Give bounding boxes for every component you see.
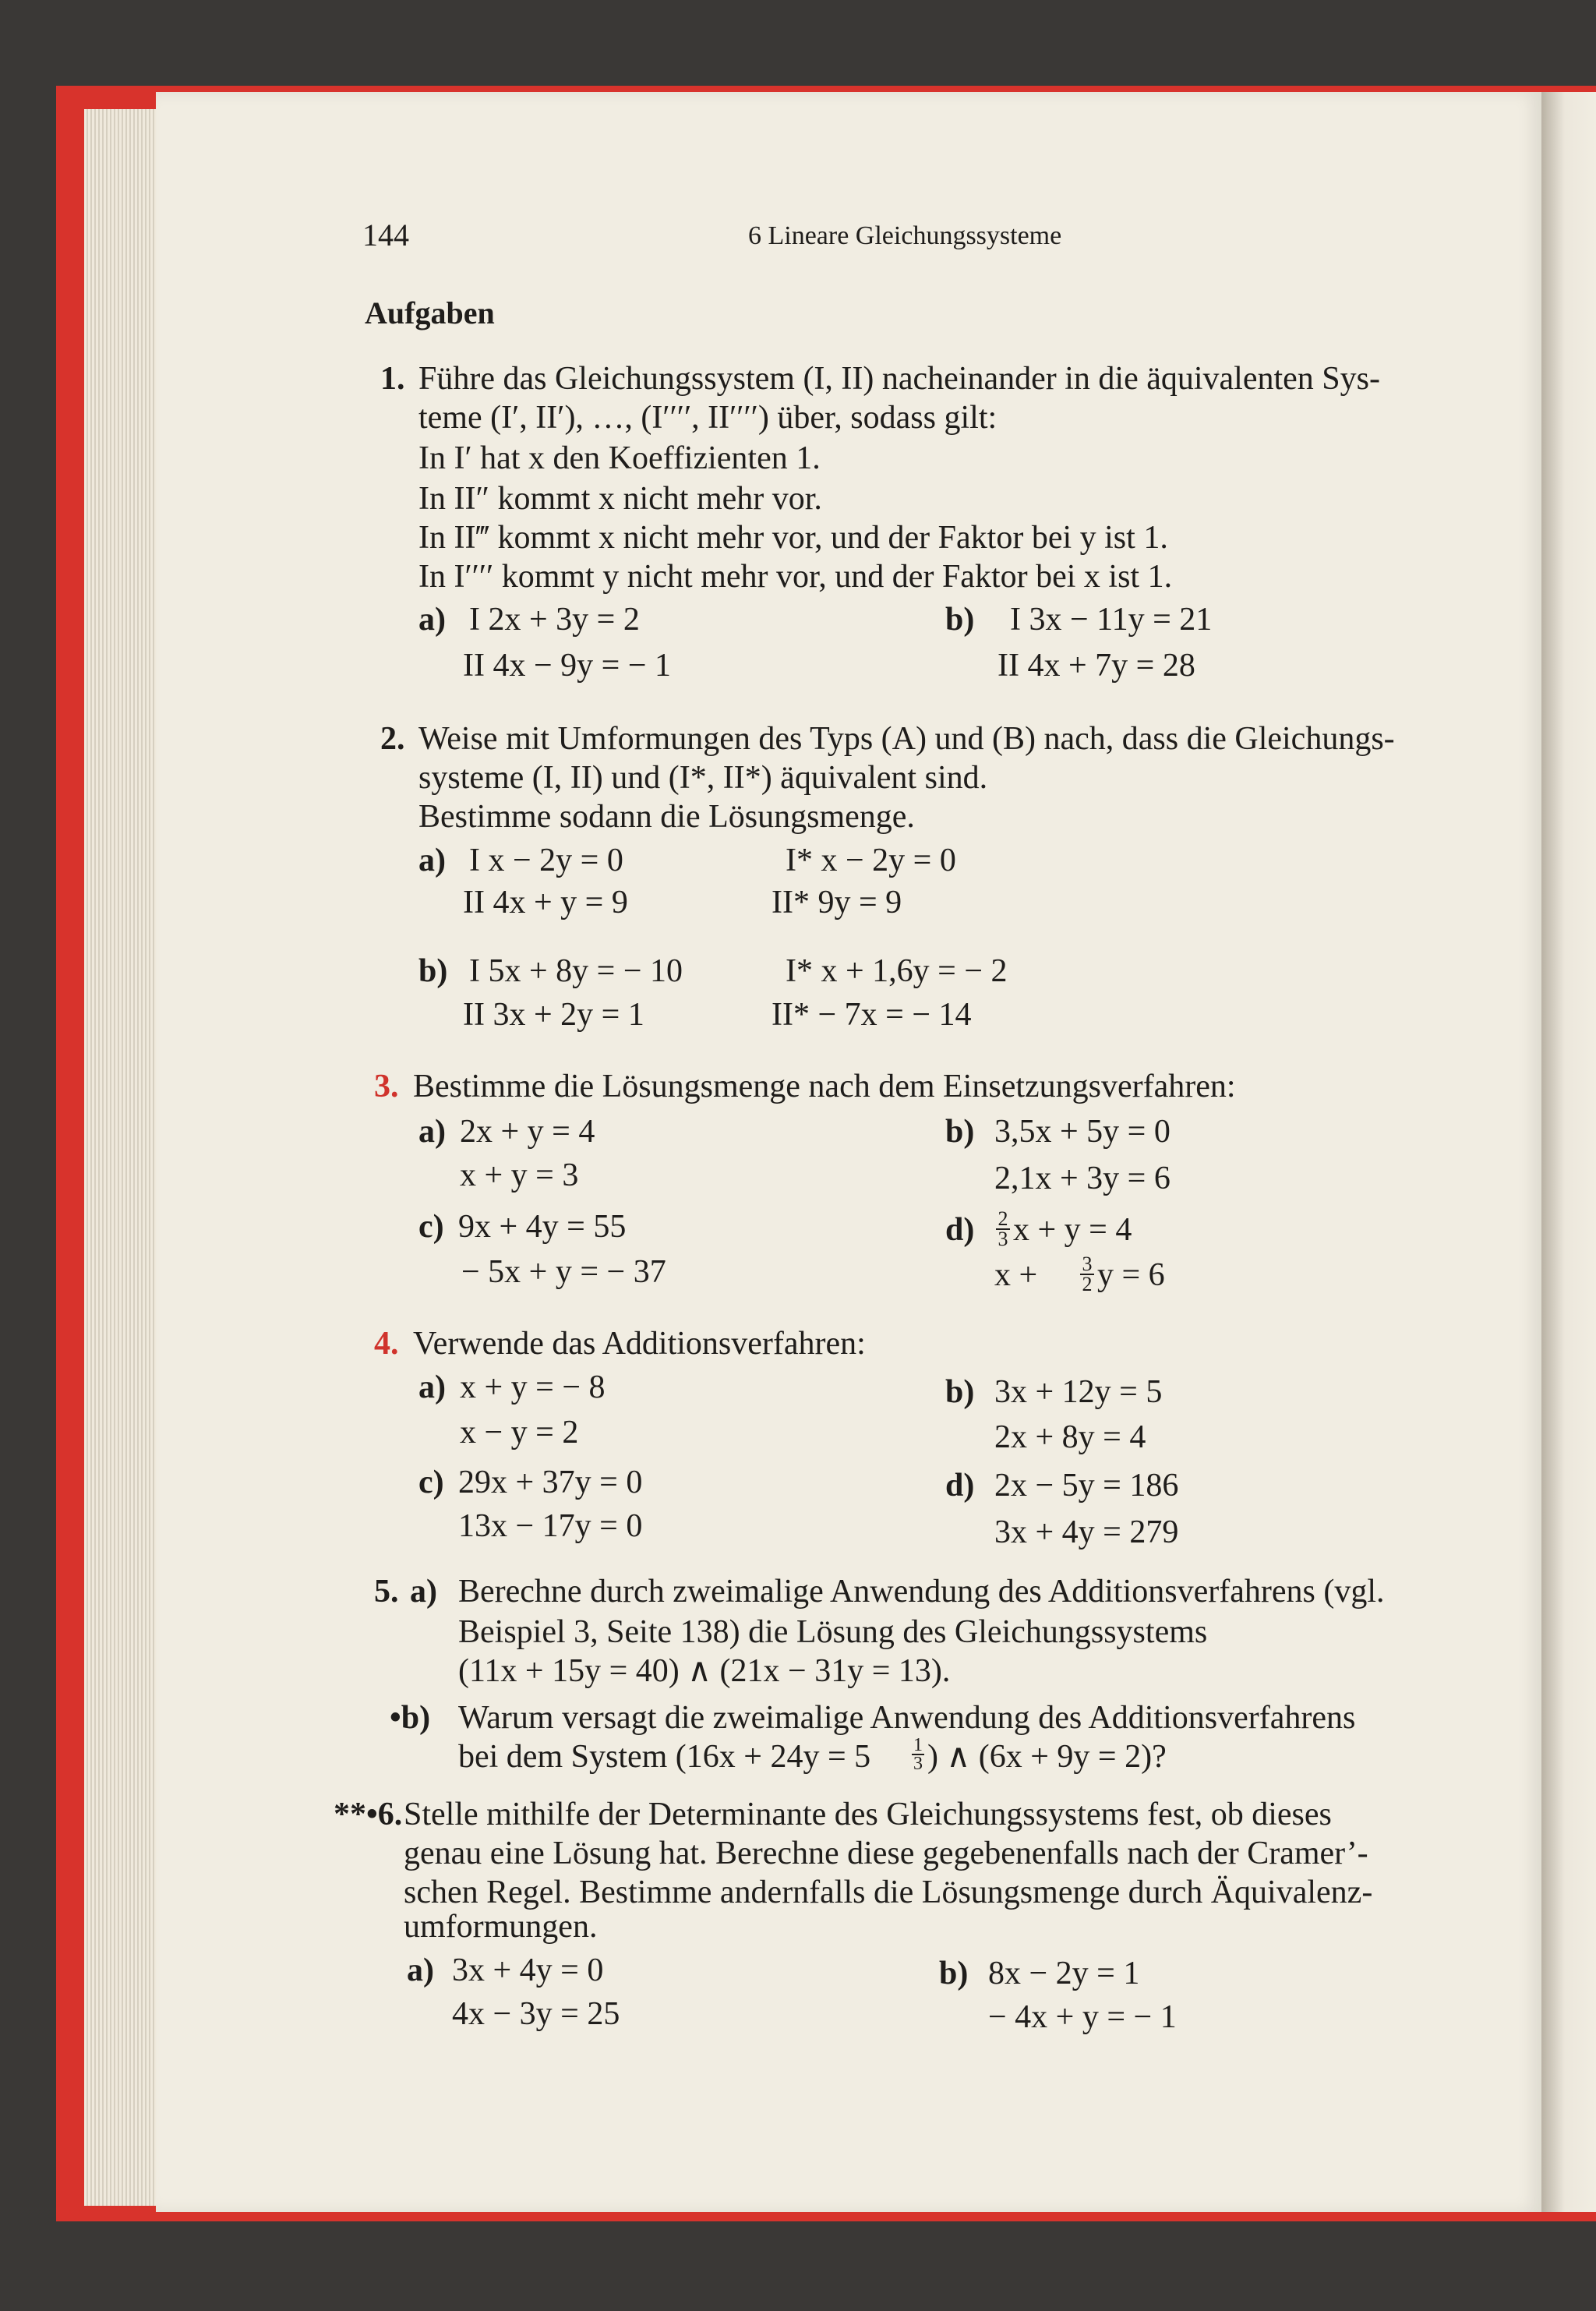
task-6-line: Stelle mithilfe der Determinante des Gleichungssystems fest, ob dieses	[404, 1797, 1332, 1832]
task-2-line: Bestimme sodann die Lösungsmenge.	[418, 799, 915, 835]
task-4-number: 4.	[374, 1326, 399, 1362]
task-1a-label: a)	[418, 602, 446, 638]
task-1-line: In II″ kommt x nicht mehr vor.	[418, 481, 822, 517]
task-4-text: Verwende das Additionsverfahren:	[413, 1326, 866, 1362]
fraction-two-thirds	[996, 1207, 1010, 1250]
fraction-three-halves	[1080, 1255, 1094, 1294]
task-1-line: In I′ hat x den Koeffizienten 1.	[418, 440, 821, 476]
task-4c-equation: 29x + 37y = 0	[458, 1465, 643, 1500]
task-3d-equation: x + y = 4	[1013, 1212, 1132, 1248]
task-6-number: **•6.	[334, 1797, 403, 1832]
task-4d-equation: 2x − 5y = 186	[994, 1468, 1179, 1504]
task-2a-equation: I x − 2y = 0	[469, 843, 623, 878]
task-6a-equation: 3x + 4y = 0	[452, 1952, 604, 1988]
task-1a-equation: I 2x + 3y = 2	[469, 602, 640, 638]
task-1-line: In II‴ kommt x nicht mehr vor, und der Faktor bei y ist 1.	[418, 520, 1168, 556]
task-2a-equation: II 4x + y = 9	[463, 885, 628, 921]
task-2a-label: a)	[418, 843, 446, 878]
task-1-line: teme (I′, II′), …, (I′′′′, II′′′′) über, sodass gilt:	[418, 400, 998, 436]
fraction-numerator: 1	[913, 1735, 923, 1755]
task-4d-equation: 3x + 4y = 279	[994, 1514, 1179, 1550]
task-3b-equation: 2,1x + 3y = 6	[994, 1161, 1171, 1196]
task-3d-label: d)	[945, 1212, 975, 1248]
task-3d-equation: y = 6	[1097, 1257, 1165, 1293]
task-6-line: schen Regel. Bestimme andernfalls die Lösungsmenge durch Äquivalenz-	[404, 1875, 1373, 1910]
task-3c-equation: − 5x + y = − 37	[461, 1254, 666, 1290]
task-2-line: systeme (I, II) und (I*, II*) äquivalent sind.	[418, 760, 988, 796]
task-3a-equation: 2x + y = 4	[460, 1114, 595, 1150]
task-3-number: 3.	[374, 1069, 399, 1104]
task-4b-equation: 3x + 12y = 5	[994, 1374, 1163, 1410]
fraction-one-third	[912, 1737, 924, 1772]
fraction-numerator: 2	[998, 1207, 1008, 1230]
task-2-number: 2.	[380, 721, 405, 757]
task-2b-equation: I 5x + 8y = − 10	[469, 953, 683, 989]
task-3a-label: a)	[418, 1114, 446, 1150]
task-2b-equation: II* − 7x = − 14	[772, 997, 972, 1033]
task-1b-label: b)	[945, 602, 975, 638]
task-6a-label: a)	[407, 1952, 434, 1988]
task-1a-equation: II 4x − 9y = − 1	[463, 648, 672, 684]
task-6-line: genau eine Lösung hat. Berechne diese gegebenenfalls nach der Cramer’-	[404, 1836, 1368, 1871]
task-3c-label: c)	[418, 1209, 444, 1245]
task-4a-equation: x − y = 2	[460, 1415, 579, 1451]
task-3b-equation: 3,5x + 5y = 0	[994, 1114, 1171, 1150]
chapter-title: 6 Lineare Gleichungssysteme	[748, 221, 1062, 250]
task-3-text: Bestimme die Lösungsmenge nach dem Einsetzungsverfahren:	[413, 1069, 1236, 1104]
task-4c-equation: 13x − 17y = 0	[458, 1508, 643, 1544]
task-1-line: Führe das Gleichungssystem (I, II) nacheinander in die äquivalenten Sys-	[418, 361, 1380, 397]
fraction-denominator: 3	[996, 1228, 1010, 1249]
task-6b-equation: 8x − 2y = 1	[988, 1956, 1140, 1991]
task-2a-equation: II* 9y = 9	[772, 885, 902, 921]
task-3b-label: b)	[945, 1114, 975, 1150]
task-2b-label: b)	[418, 953, 448, 989]
section-title: Aufgaben	[365, 295, 495, 330]
task-1-line: In I′′′′ kommt y nicht mehr vor, und der Faktor bei x ist 1.	[418, 559, 1173, 595]
task-2a-equation: I* x − 2y = 0	[786, 843, 956, 878]
task-4a-equation: x + y = − 8	[460, 1369, 606, 1405]
task-1-number: 1.	[380, 361, 405, 397]
task-6b-label: b)	[939, 1956, 969, 1991]
task-2-line: Weise mit Umformungen des Typs (A) und (B) nach, dass die Gleichungs-	[418, 721, 1395, 757]
task-5a-label: a)	[410, 1574, 437, 1610]
task-5b-line: ) ∧ (6x + 9y = 2)?	[927, 1739, 1167, 1775]
next-page-edge	[1541, 92, 1596, 2212]
fraction-denominator: 2	[1080, 1274, 1094, 1294]
task-5a-line: Berechne durch zweimalige Anwendung des Additionsverfahrens (vgl.	[458, 1574, 1385, 1610]
task-5a-line: Beispiel 3, Seite 138) die Lösung des Gleichungssystems	[458, 1614, 1208, 1650]
task-2b-equation: I* x + 1,6y = − 2	[786, 953, 1008, 989]
task-1b-equation: II 4x + 7y = 28	[998, 648, 1195, 684]
task-5-number: 5.	[374, 1574, 399, 1610]
task-3c-equation: 9x + 4y = 55	[458, 1209, 627, 1245]
task-4b-equation: 2x + 8y = 4	[994, 1419, 1146, 1455]
task-5b-label: •b)	[390, 1700, 431, 1736]
task-4a-label: a)	[418, 1369, 446, 1405]
task-5b-line: bei dem System (16x + 24y = 5	[458, 1739, 871, 1775]
task-1b-equation: I 3x − 11y = 21	[1010, 602, 1213, 638]
task-5b-line: Warum versagt die zweimalige Anwendung des Additionsverfahrens	[458, 1700, 1356, 1736]
task-3d-equation-prefix: x +	[994, 1257, 1038, 1293]
task-6-line: umformungen.	[404, 1909, 598, 1945]
task-6b-equation: − 4x + y = − 1	[988, 1999, 1177, 2035]
task-2b-equation: II 3x + 2y = 1	[463, 997, 644, 1033]
task-3a-equation: x + y = 3	[460, 1157, 579, 1193]
fraction-denominator: 3	[913, 1754, 923, 1774]
page-number: 144	[362, 217, 409, 253]
fraction-numerator: 3	[1082, 1253, 1093, 1275]
task-4b-label: b)	[945, 1374, 975, 1410]
task-6a-equation: 4x − 3y = 25	[452, 1996, 620, 2032]
task-5a-line: (11x + 15y = 40) ∧ (21x − 31y = 13).	[458, 1653, 951, 1689]
task-4c-label: c)	[418, 1465, 444, 1500]
task-4d-label: d)	[945, 1468, 975, 1504]
